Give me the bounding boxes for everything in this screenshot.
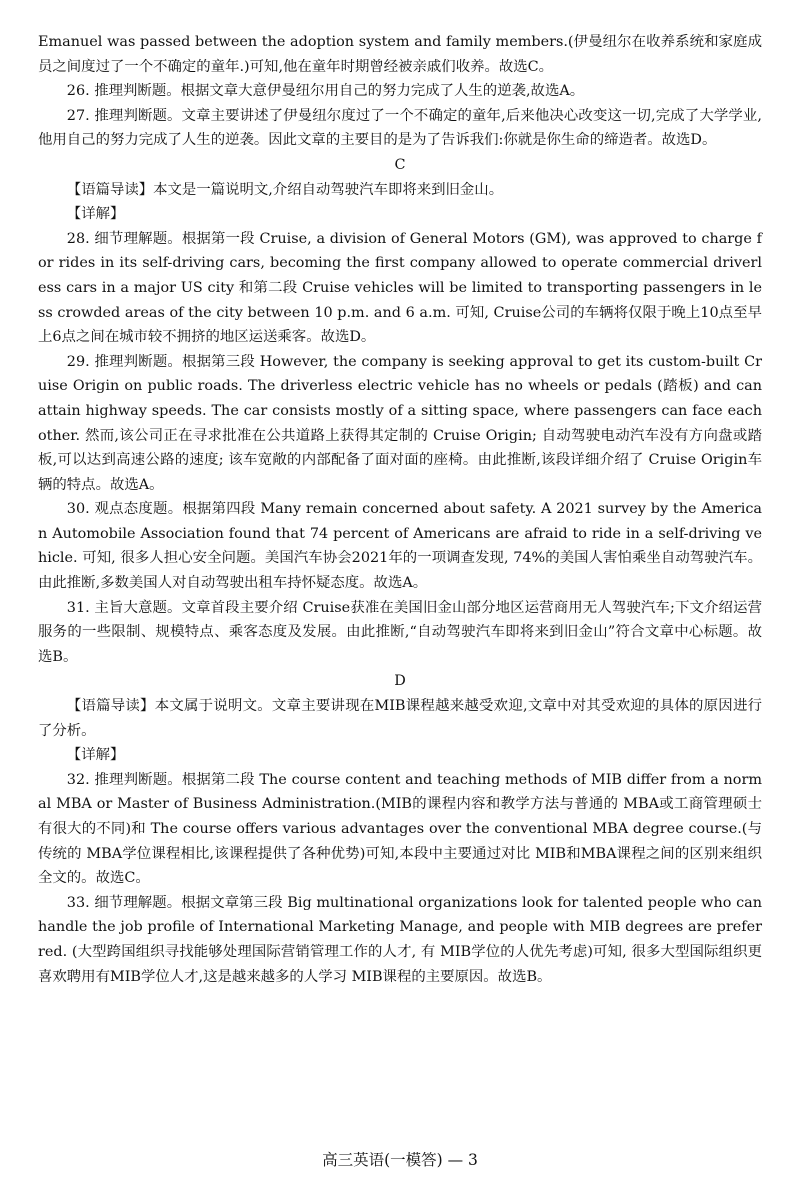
- page-footer: 高三英语(一模答) — 3: [322, 1151, 478, 1169]
- paragraph-q31: 31. 主旨大意题。文章首段主要介绍 Cruise获准在美国旧金山部分地区运营商用无人驾驶汽车;下文介绍运营服务的一些限制、规模特点、乘客态度及发展。由此推断,“自动驾驶汽车即将来到旧金山”符合文章中心标题。故选B。: [38, 599, 762, 665]
- passage-guide-d: 【语篇导读】本文属于说明文。文章主要讲现在MIB课程越来越受欢迎,文章中对其受欢迎的具体的原因进行了分析。: [38, 698, 762, 739]
- detail-label-c: 【详解】: [66, 206, 125, 223]
- paragraph-q30: 30. 观点态度题。根据第四段 Many remain concerned about safety. A 2021 survey by the American Automobile Association found that 74 percent of Americans are afraid to ride in a self-driving vehicle. 可知, 很多人担心安全问题。美国汽车协会2021年的一项调查发现, 74%的美国人害怕乘坐自动驾驶汽车。由此推断,多数美国人对自动驾驶出租车持怀疑态度。故选A。: [38, 501, 762, 592]
- paragraph-q33: 33. 细节理解题。根据文章第三段 Big multinational organizations look for talented people who can handle the job profile of International Marketing Manage, and people with MIB degrees are preferred. (大型跨国组织寻找能够处理国际营销管理工作的人才, 有 MIB学位的人优先考虑)可知, 很多大型国际组织更喜欢聘用有MIB学位人才,这是越来越多的人学习 MIB课程的主要原因。故选B。: [38, 894, 762, 985]
- section-heading-c: C: [394, 156, 406, 173]
- paragraph-q29: 29. 推理判断题。根据第三段 However, the company is seeking approval to get its custom-built Cruise Origin on public roads. The driverless electric vehicle has no wheels or pedals (踏板) and can attain highway speeds. The car consists mostly of a sitting space, where passengers can face each other. 然而,该公司正在寻求批准在公共道路上获得其定制的 Cruise Origin; 自动驾驶电动汽车没有方向盘或踏板,可以达到高速公路的速度; 该车宽敞的内部配备了面对面的座椅。由此推断,该段详细介绍了 Cruise Origin车辆的特点。故选A。: [38, 353, 762, 493]
- paragraph-q28: 28. 细节理解题。根据第一段 Cruise, a division of General Motors (GM), was approved to charge for rides in its self-driving cars, becoming the first company allowed to operate commercial driverless cars in a major US city 和第二段 Cruise vehicles will be limited to transporting passengers in less crowded areas of the city between 10 p.m. and 6 a.m. 可知, Cruise公司的车辆将仅限于晚上10点至早上6点之间在城市较不拥挤的地区运送乘客。故选D。: [38, 230, 762, 346]
- paragraph-q32: 32. 推理判断题。根据第二段 The course content and teaching methods of MIB differ from a normal MBA or Master of Business Administration.(MIB的课程内容和教学方法与普通的 MBA或工商管理硕士有很大的不同)和 The course offers various advantages over the conventional MBA degree course.(与传统的 MBA学位课程相比,该课程提供了各种优势)可知,本段中主要通过对比 MIB和MBA课程之间的区别来组织全文的。故选C。: [38, 771, 762, 887]
- section-heading-d: D: [394, 673, 406, 690]
- paragraph-q27: 27. 推理判断题。文章主要讲述了伊曼纽尔度过了一个不确定的童年,后来他决心改变这一切,完成了大学学业,他用自己的努力完成了人生的逆袭。因此文章的主要目的是为了告诉我们:你就是你生命的缔造者。故选D。: [38, 107, 762, 149]
- document-body: [38, 30, 762, 989]
- detail-label-d: 【详解】: [66, 747, 125, 764]
- passage-guide-c: 【语篇导读】本文是一篇说明文,介绍自动驾驶汽车即将来到旧金山。: [66, 181, 504, 198]
- paragraph-continuation: Emanuel was passed between the adoption system and family members.(伊曼纽尔在收养系统和家庭成员之间度过了一个不确定的童年.)可知,他在童年时期曾经被亲戚们收养。故选C。: [38, 34, 762, 75]
- paragraph-q26: 26. 推理判断题。根据文章大意伊曼纽尔用自己的努力完成了人生的逆袭,故选A。: [66, 83, 585, 100]
